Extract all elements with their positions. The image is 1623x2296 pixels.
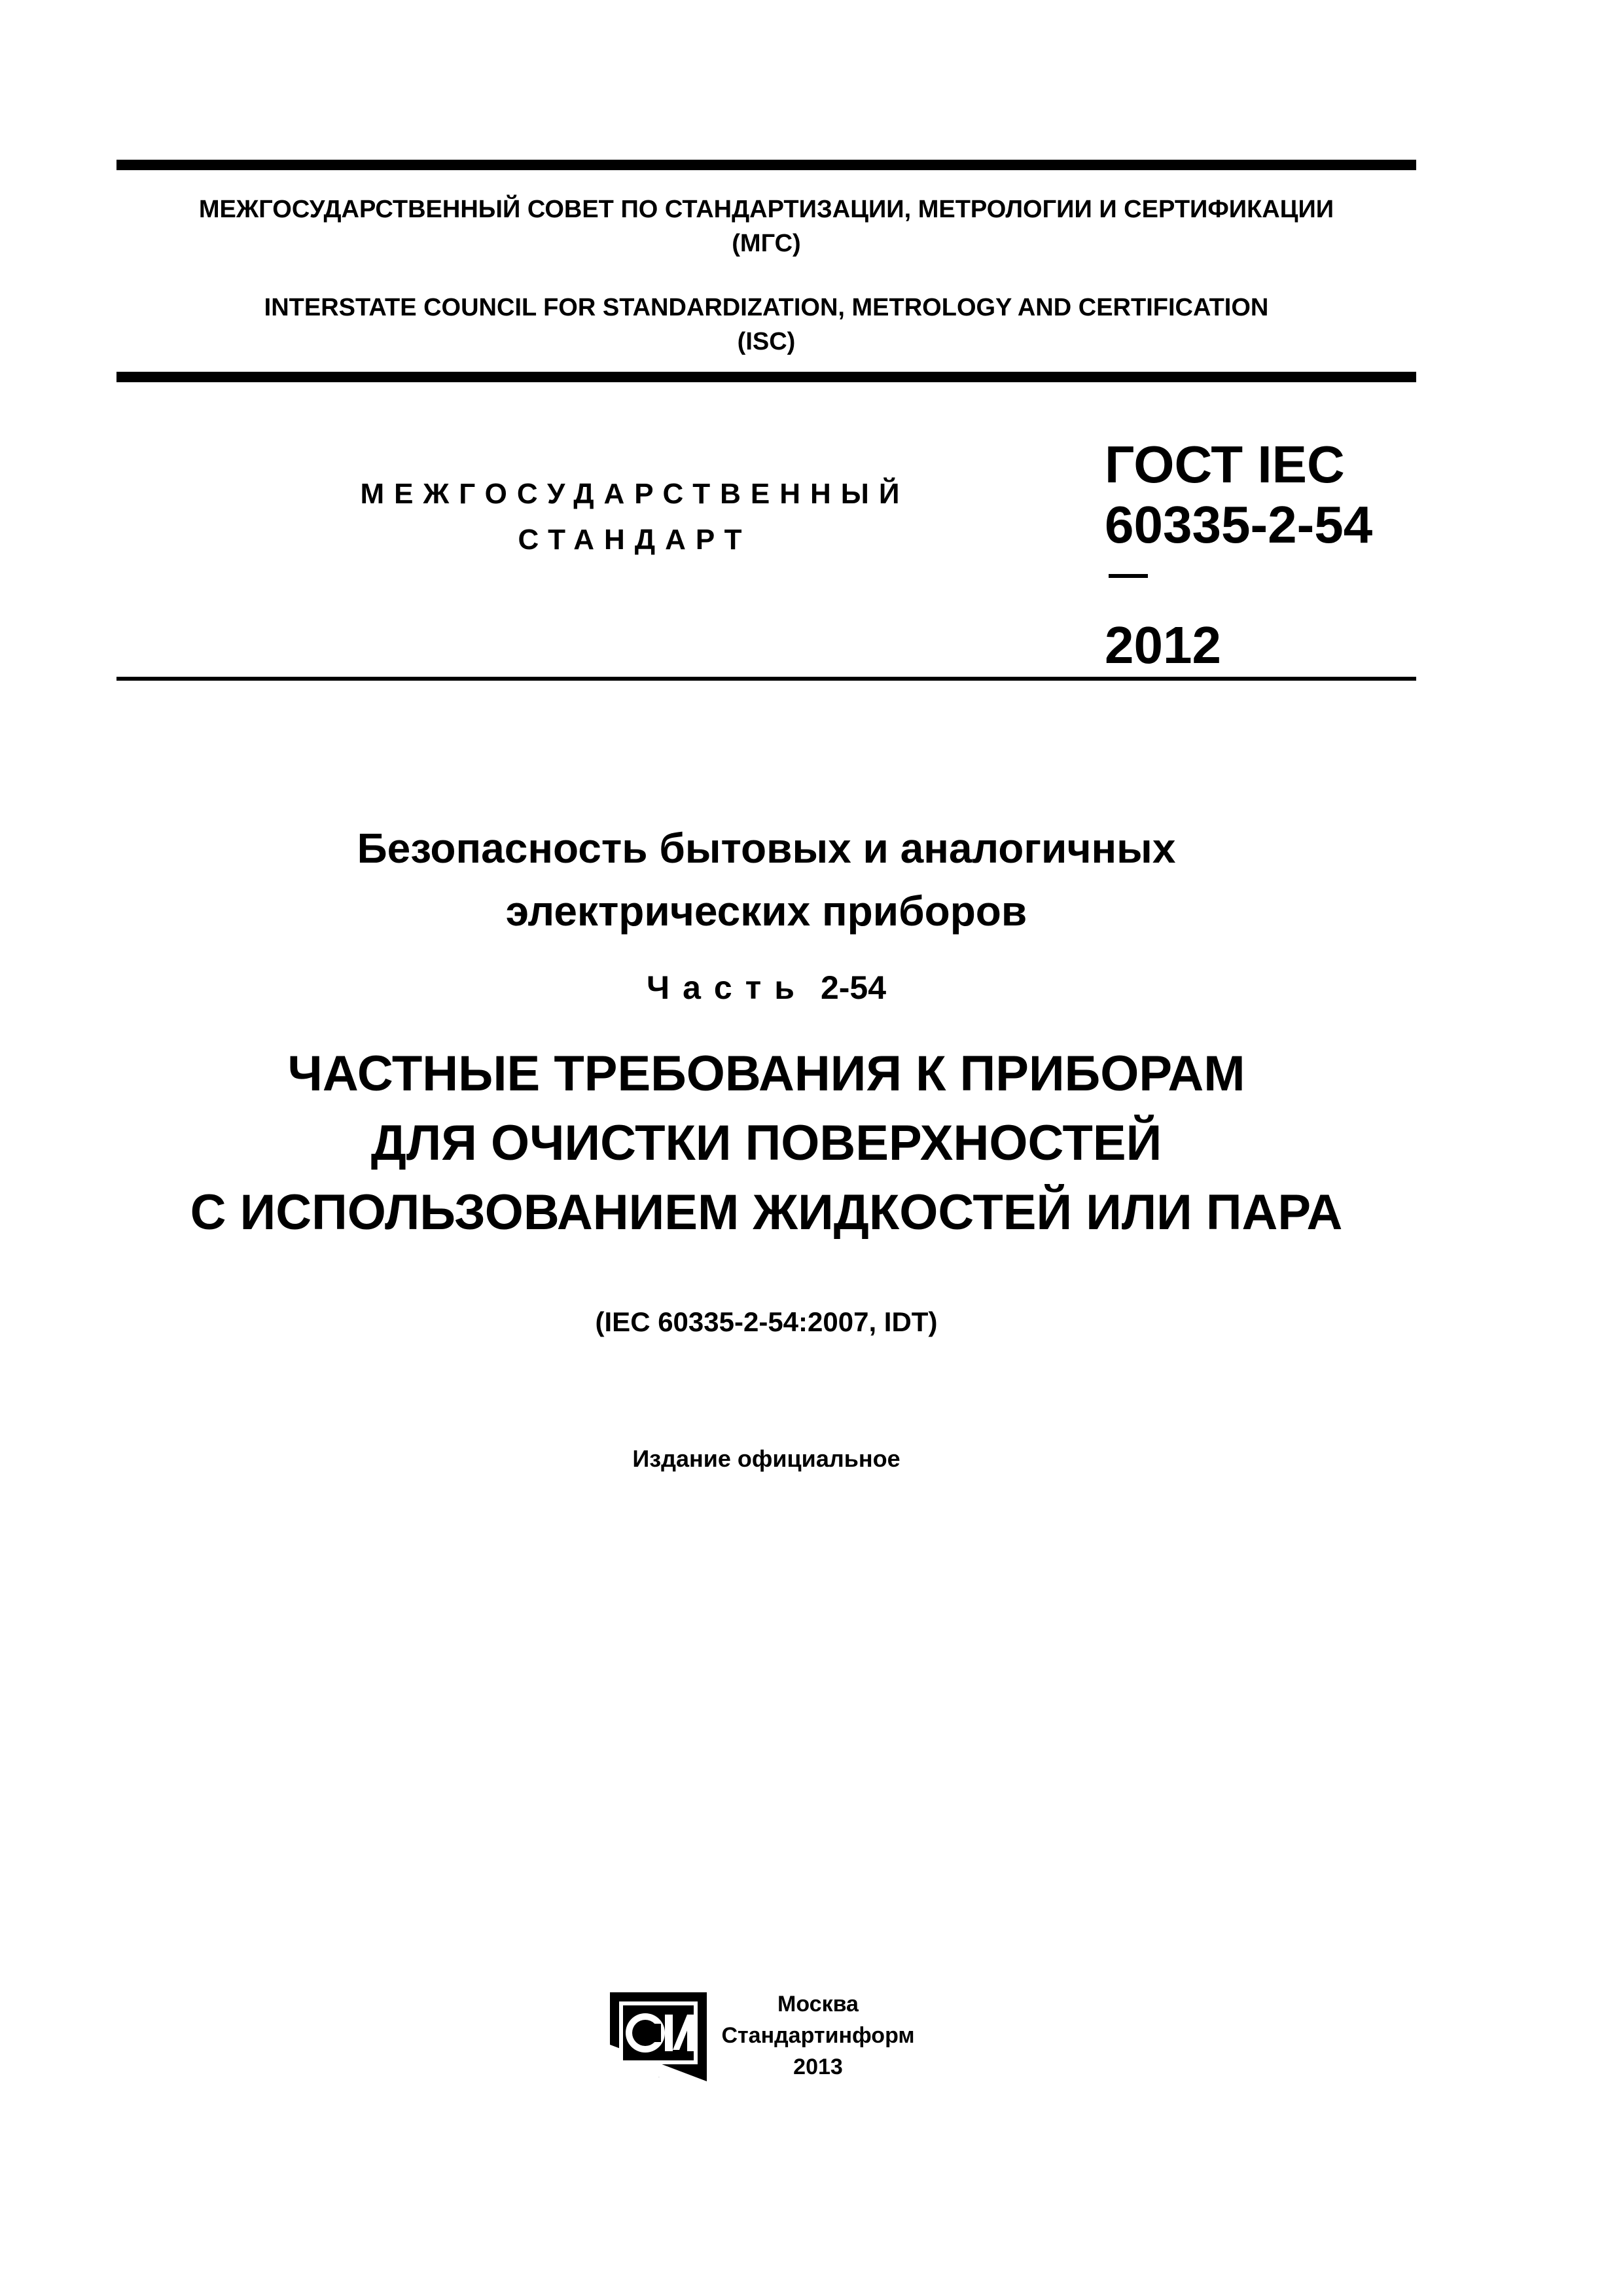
document-title-line2: электрических приборов bbox=[505, 888, 1027, 935]
part-word: Часть bbox=[646, 969, 808, 1006]
publisher-block bbox=[720, 1988, 916, 2083]
standard-type bbox=[275, 471, 995, 563]
document-title bbox=[116, 817, 1416, 942]
part-number: 2-54 bbox=[820, 969, 887, 1006]
council-name-ru-line1: МЕЖГОСУДАРСТВЕННЫЙ СОВЕТ ПО СТАНДАРТИЗАЦИИ, МЕТРОЛОГИИ И СЕРТИФИКАЦИИ bbox=[198, 196, 1334, 223]
council-name-en bbox=[116, 291, 1416, 359]
standartinform-logo-icon bbox=[610, 1992, 707, 2081]
part-label bbox=[116, 965, 1416, 1011]
lower-rule bbox=[116, 677, 1416, 681]
designation-line2 bbox=[1105, 495, 1406, 615]
iec-reference: (IEC 60335-2-54:2007, IDT) bbox=[595, 1306, 938, 1337]
standard-type-line2: СТАНДАРТ bbox=[518, 524, 752, 556]
designation-dash bbox=[1109, 574, 1148, 578]
standard-designation bbox=[1105, 435, 1406, 675]
council-abbr-en: (ISC) bbox=[737, 328, 796, 355]
council-name-en-line1: INTERSTATE COUNCIL FOR STANDARDIZATION, METROLOGY AND CERTIFICATION bbox=[264, 294, 1269, 321]
publisher-year: 2013 bbox=[793, 2054, 843, 2079]
standard-type-line1: МЕЖГОСУДАРСТВЕННЫЙ bbox=[360, 478, 910, 510]
council-abbr-ru: (МГС) bbox=[732, 230, 801, 257]
middle-rule bbox=[116, 372, 1416, 382]
document-subtitle-line3: С ИСПОЛЬЗОВАНИЕМ ЖИДКОСТЕЙ ИЛИ ПАРА bbox=[190, 1185, 1343, 1240]
document-subtitle-line2: ДЛЯ ОЧИСТКИ ПОВЕРХНОСТЕЙ bbox=[370, 1115, 1162, 1171]
logo-text: СИ bbox=[658, 2077, 660, 2078]
document-subtitle-line1: ЧАСТНЫЕ ТРЕБОВАНИЯ К ПРИБОРАМ bbox=[287, 1046, 1245, 1102]
publisher-name: Стандартинформ bbox=[721, 2023, 915, 2048]
designation-year: 2012 bbox=[1105, 616, 1221, 674]
edition-label: Издание официальное bbox=[632, 1445, 901, 1472]
document-title-line1: Безопасность бытовых и аналогичных bbox=[357, 825, 1176, 872]
document-subtitle bbox=[116, 1039, 1416, 1247]
designation-line1: ГОСТ IEC bbox=[1105, 435, 1345, 493]
publisher-city: Москва bbox=[777, 1992, 859, 2017]
top-rule bbox=[116, 160, 1416, 170]
council-name-ru bbox=[116, 192, 1416, 260]
designation-number: 60335-2-54 bbox=[1105, 495, 1373, 554]
